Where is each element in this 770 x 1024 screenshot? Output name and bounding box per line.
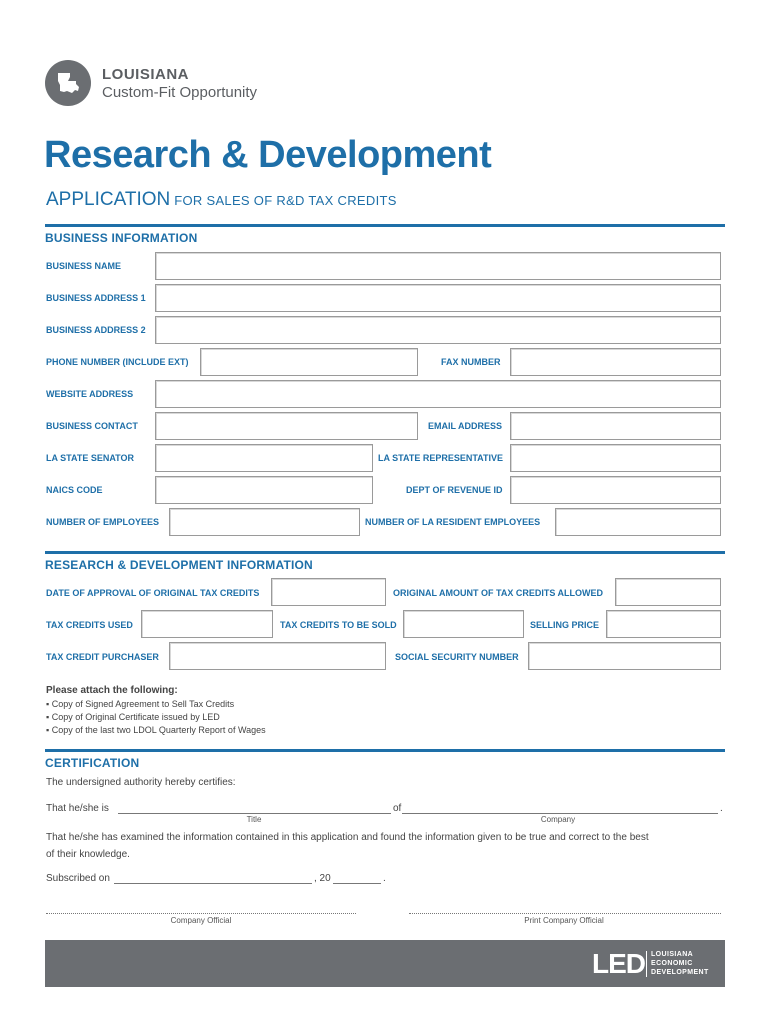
subtitle-detail: FOR SALES OF R&D TAX CREDITS — [174, 193, 397, 208]
louisiana-state-icon — [45, 60, 91, 106]
website-label: WEBSITE ADDRESS — [46, 389, 134, 399]
senator-field[interactable] — [155, 444, 373, 472]
title-field[interactable] — [118, 813, 391, 814]
business-name-label: BUSINESS NAME — [46, 261, 122, 271]
led-logo: LED — [592, 948, 645, 979]
employees-label: NUMBER OF EMPLOYEES — [46, 517, 160, 527]
louisiana-logo-icon — [45, 60, 91, 106]
website-field[interactable] — [155, 380, 721, 408]
brand-name: LOUISIANA — [102, 66, 189, 83]
page-subtitle — [46, 189, 397, 211]
business-section-title: BUSINESS INFORMATION — [45, 231, 198, 245]
led-text-line1: LOUISIANA — [651, 951, 694, 958]
representative-field[interactable] — [510, 444, 721, 472]
address1-label: BUSINESS ADDRESS 1 — [46, 293, 146, 303]
page-title: Research & Development — [44, 134, 492, 176]
statement-line2: of their knowledge. — [46, 849, 130, 860]
period: . — [720, 803, 723, 814]
revenue-id-field[interactable] — [510, 476, 721, 504]
purchaser-label: TAX CREDIT PURCHASER — [46, 652, 159, 662]
la-employees-field[interactable] — [555, 508, 721, 536]
original-amount-field[interactable] — [615, 578, 721, 606]
title-caption: Title — [246, 815, 262, 824]
subscribed-label: Subscribed on — [46, 873, 110, 884]
selling-price-label: SELLING PRICE — [530, 620, 600, 630]
address2-label: BUSINESS ADDRESS 2 — [46, 325, 146, 335]
fax-field[interactable] — [510, 348, 721, 376]
year-field[interactable] — [333, 883, 381, 884]
credits-used-field[interactable] — [141, 610, 273, 638]
print-official-field[interactable] — [409, 913, 721, 914]
naics-label: NAICS CODE — [46, 485, 103, 495]
attach-item: ▪ Copy of Original Certificate issued by LED — [46, 712, 220, 722]
email-field[interactable] — [510, 412, 721, 440]
contact-label: BUSINESS CONTACT — [46, 421, 138, 431]
approval-date-label: DATE OF APPROVAL OF ORIGINAL TAX CREDITS — [46, 588, 260, 598]
print-caption: Print Company Official — [524, 916, 604, 925]
senator-label: LA STATE SENATOR — [46, 453, 135, 463]
la-employees-label: NUMBER OF LA RESIDENT EMPLOYEES — [365, 517, 541, 527]
section-divider — [45, 749, 725, 752]
subtitle-main: APPLICATION — [46, 189, 171, 210]
approval-date-field[interactable] — [271, 578, 386, 606]
phone-label: PHONE NUMBER (INCLUDE EXT) — [46, 357, 189, 367]
subscribed-date-field[interactable] — [114, 883, 312, 884]
certification-intro: The undersigned authority hereby certifies: — [46, 777, 236, 788]
purchaser-field[interactable] — [169, 642, 386, 670]
selling-price-field[interactable] — [606, 610, 721, 638]
statement-line1: That he/she has examined the information contained in this application and found the information given to be true and correct to the best — [46, 832, 649, 843]
official-caption: Company Official — [170, 916, 232, 925]
brand-tagline: Custom-Fit Opportunity — [102, 84, 258, 101]
credits-sold-label: TAX CREDITS TO BE SOLD — [280, 620, 397, 630]
rd-section-title: RESEARCH & DEVELOPMENT INFORMATION — [45, 558, 313, 572]
certification-section-title: CERTIFICATION — [45, 756, 140, 770]
credits-sold-field[interactable] — [403, 610, 524, 638]
contact-field[interactable] — [155, 412, 418, 440]
phone-field[interactable] — [200, 348, 418, 376]
fax-label: FAX NUMBER — [441, 357, 501, 367]
email-label: EMAIL ADDRESS — [428, 421, 503, 431]
original-amount-label: ORIGINAL AMOUNT OF TAX CREDITS ALLOWED — [393, 588, 603, 598]
led-text-line3: DEVELOPMENT — [651, 969, 709, 976]
year-suffix: . — [383, 873, 386, 884]
attach-item: ▪ Copy of Signed Agreement to Sell Tax Credits — [46, 699, 235, 709]
business-name-field[interactable] — [155, 252, 721, 280]
address1-field[interactable] — [155, 284, 721, 312]
company-caption: Company — [540, 815, 576, 824]
employees-field[interactable] — [169, 508, 360, 536]
credits-used-label: TAX CREDITS USED — [46, 620, 133, 630]
ssn-field[interactable] — [528, 642, 721, 670]
led-logo-divider — [646, 951, 647, 977]
revenue-id-label: DEPT OF REVENUE ID — [406, 485, 503, 495]
naics-field[interactable] — [155, 476, 373, 504]
attach-item: ▪ Copy of the last two LDOL Quarterly Report of Wages — [46, 725, 266, 735]
led-text-line2: ECONOMIC — [651, 960, 693, 967]
company-official-signature-field[interactable] — [46, 913, 356, 914]
of-label: of — [393, 803, 402, 814]
address2-field[interactable] — [155, 316, 721, 344]
company-field[interactable] — [402, 813, 718, 814]
attach-title: Please attach the following: — [46, 685, 178, 696]
section-divider — [45, 551, 725, 554]
representative-label: LA STATE REPRESENTATIVE — [378, 453, 504, 463]
ssn-label: SOCIAL SECURITY NUMBER — [395, 652, 519, 662]
section-divider — [45, 224, 725, 227]
year-prefix: , 20 — [314, 873, 331, 884]
that-is-label: That he/she is — [46, 803, 109, 814]
